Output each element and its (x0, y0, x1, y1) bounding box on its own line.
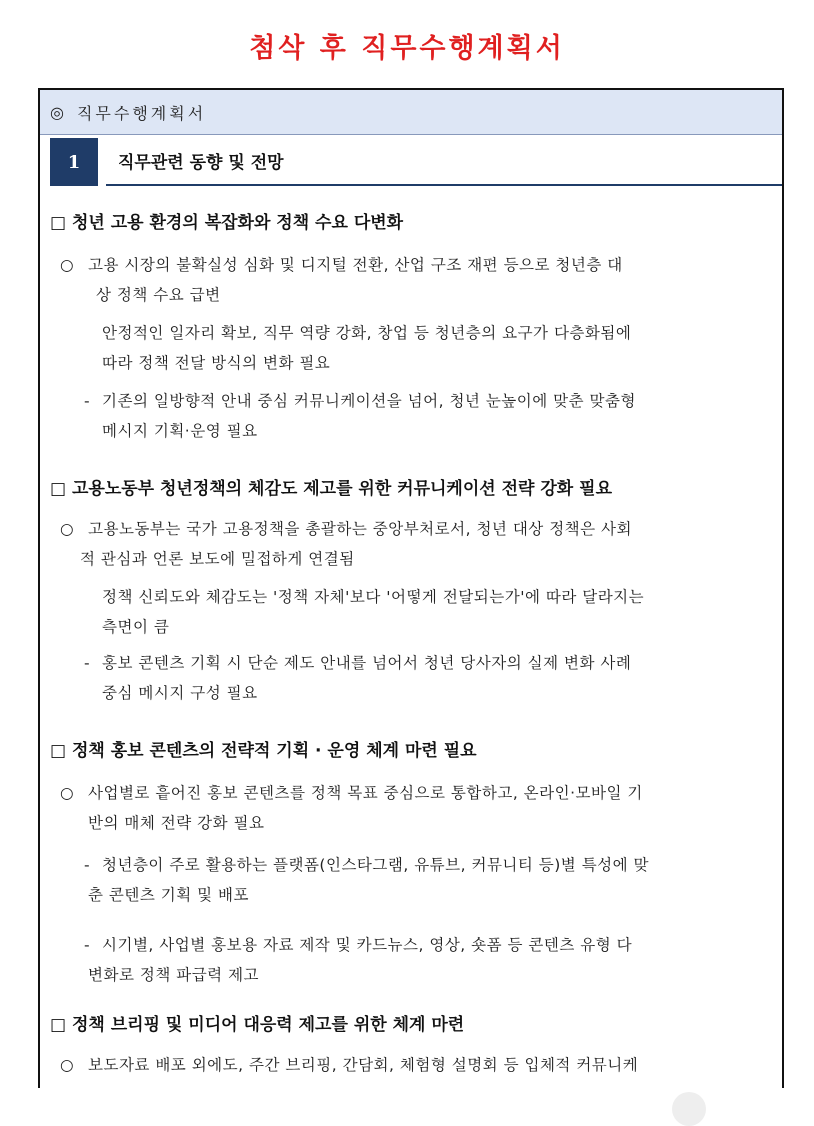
paragraph-line: 적 관심과 언론 보도에 밀접하게 연결됨 (80, 550, 355, 568)
circle-bullet: ○ (60, 256, 74, 274)
frame-header (40, 90, 782, 135)
section-title: 직무관련 동향 및 전망 (118, 153, 284, 173)
paragraph-line: 상 정책 수요 급변 (96, 286, 221, 304)
paragraph-line: 사업별로 흩어진 홍보 콘텐츠를 정책 목표 중심으로 통합하고, 온라인·모바일 기 (88, 784, 643, 802)
paragraph-line: 고용노동부는 국가 고용정책을 총괄하는 중앙부처로서, 청년 대상 정책은 사회 (88, 520, 632, 538)
paragraph-line: 변화로 정책 파급력 제고 (88, 966, 260, 984)
paragraph-line: 보도자료 배포 외에도, 주간 브리핑, 간담회, 체험형 설명회 등 입체적 커뮤니케 (88, 1056, 639, 1074)
paragraph-line: 고용 시장의 불확실성 심화 및 디지털 전환, 산업 구조 재편 등으로 청년층 대 (88, 256, 623, 274)
dash-bullet: - (84, 936, 90, 954)
scroll-indicator[interactable] (672, 1092, 706, 1126)
topic-heading: □ 정책 브리핑 및 미디어 대응력 제고를 위한 체계 마련 (50, 1015, 465, 1035)
document-title: 첨삭 후 직무수행계획서 (249, 33, 565, 64)
paragraph-line: 반의 매체 전략 강화 필요 (88, 814, 265, 832)
section-number: 1 (50, 138, 98, 186)
paragraph-line: 청년층이 주로 활용하는 플랫폼(인스타그램, 유튜브, 커뮤니티 등)별 특성에 맞 (102, 856, 650, 874)
topic-heading: □ 정책 홍보 콘텐츠의 전략적 기획 · 운영 체계 마련 필요 (50, 741, 477, 761)
circle-bullet: ○ (60, 1056, 74, 1074)
plan-frame (38, 88, 784, 1088)
dash-bullet: - (84, 654, 90, 672)
circle-bullet: ○ (60, 784, 74, 802)
topic-heading: □ 청년 고용 환경의 복잡화와 정책 수요 다변화 (50, 213, 404, 233)
paragraph-line: 안정적인 일자리 확보, 직무 역량 강화, 창업 등 청년층의 요구가 다층화됨에 (102, 324, 632, 342)
dash-bullet: - (84, 392, 90, 410)
topic-heading: □ 고용노동부 청년정책의 체감도 제고를 위한 커뮤니케이션 전략 강화 필요 (50, 479, 612, 499)
paragraph-line: 메시지 기획·운영 필요 (102, 422, 258, 440)
dash-bullet: - (84, 856, 90, 874)
circle-bullet: ○ (60, 520, 74, 538)
frame-header-label: 직무수행계획서 (76, 103, 207, 123)
paragraph-line: 중심 메시지 구성 필요 (102, 684, 258, 702)
section-header (50, 138, 780, 186)
double-circle-icon: ◎ (50, 102, 67, 122)
paragraph-line: 측면이 큼 (102, 618, 170, 636)
paragraph-line: 춘 콘텐츠 기획 및 배포 (88, 886, 249, 904)
paragraph-line: 시기별, 사업별 홍보용 자료 제작 및 카드뉴스, 영상, 숏폼 등 콘텐츠 유형 다 (102, 936, 633, 954)
paragraph-line: 기존의 일방향적 안내 중심 커뮤니케이션을 넘어, 청년 눈높이에 맞춘 맞춤형 (102, 392, 636, 410)
paragraph-line: 홍보 콘텐츠 기획 시 단순 제도 안내를 넘어서 청년 당사자의 실제 변화 사례 (102, 654, 632, 672)
paragraph-line: 따라 정책 전달 방식의 변화 필요 (102, 354, 331, 372)
section-underline (106, 184, 782, 186)
paragraph-line: 정책 신뢰도와 체감도는 '정책 자체'보다 '어떻게 전달되는가'에 따라 달라지는 (102, 588, 645, 606)
